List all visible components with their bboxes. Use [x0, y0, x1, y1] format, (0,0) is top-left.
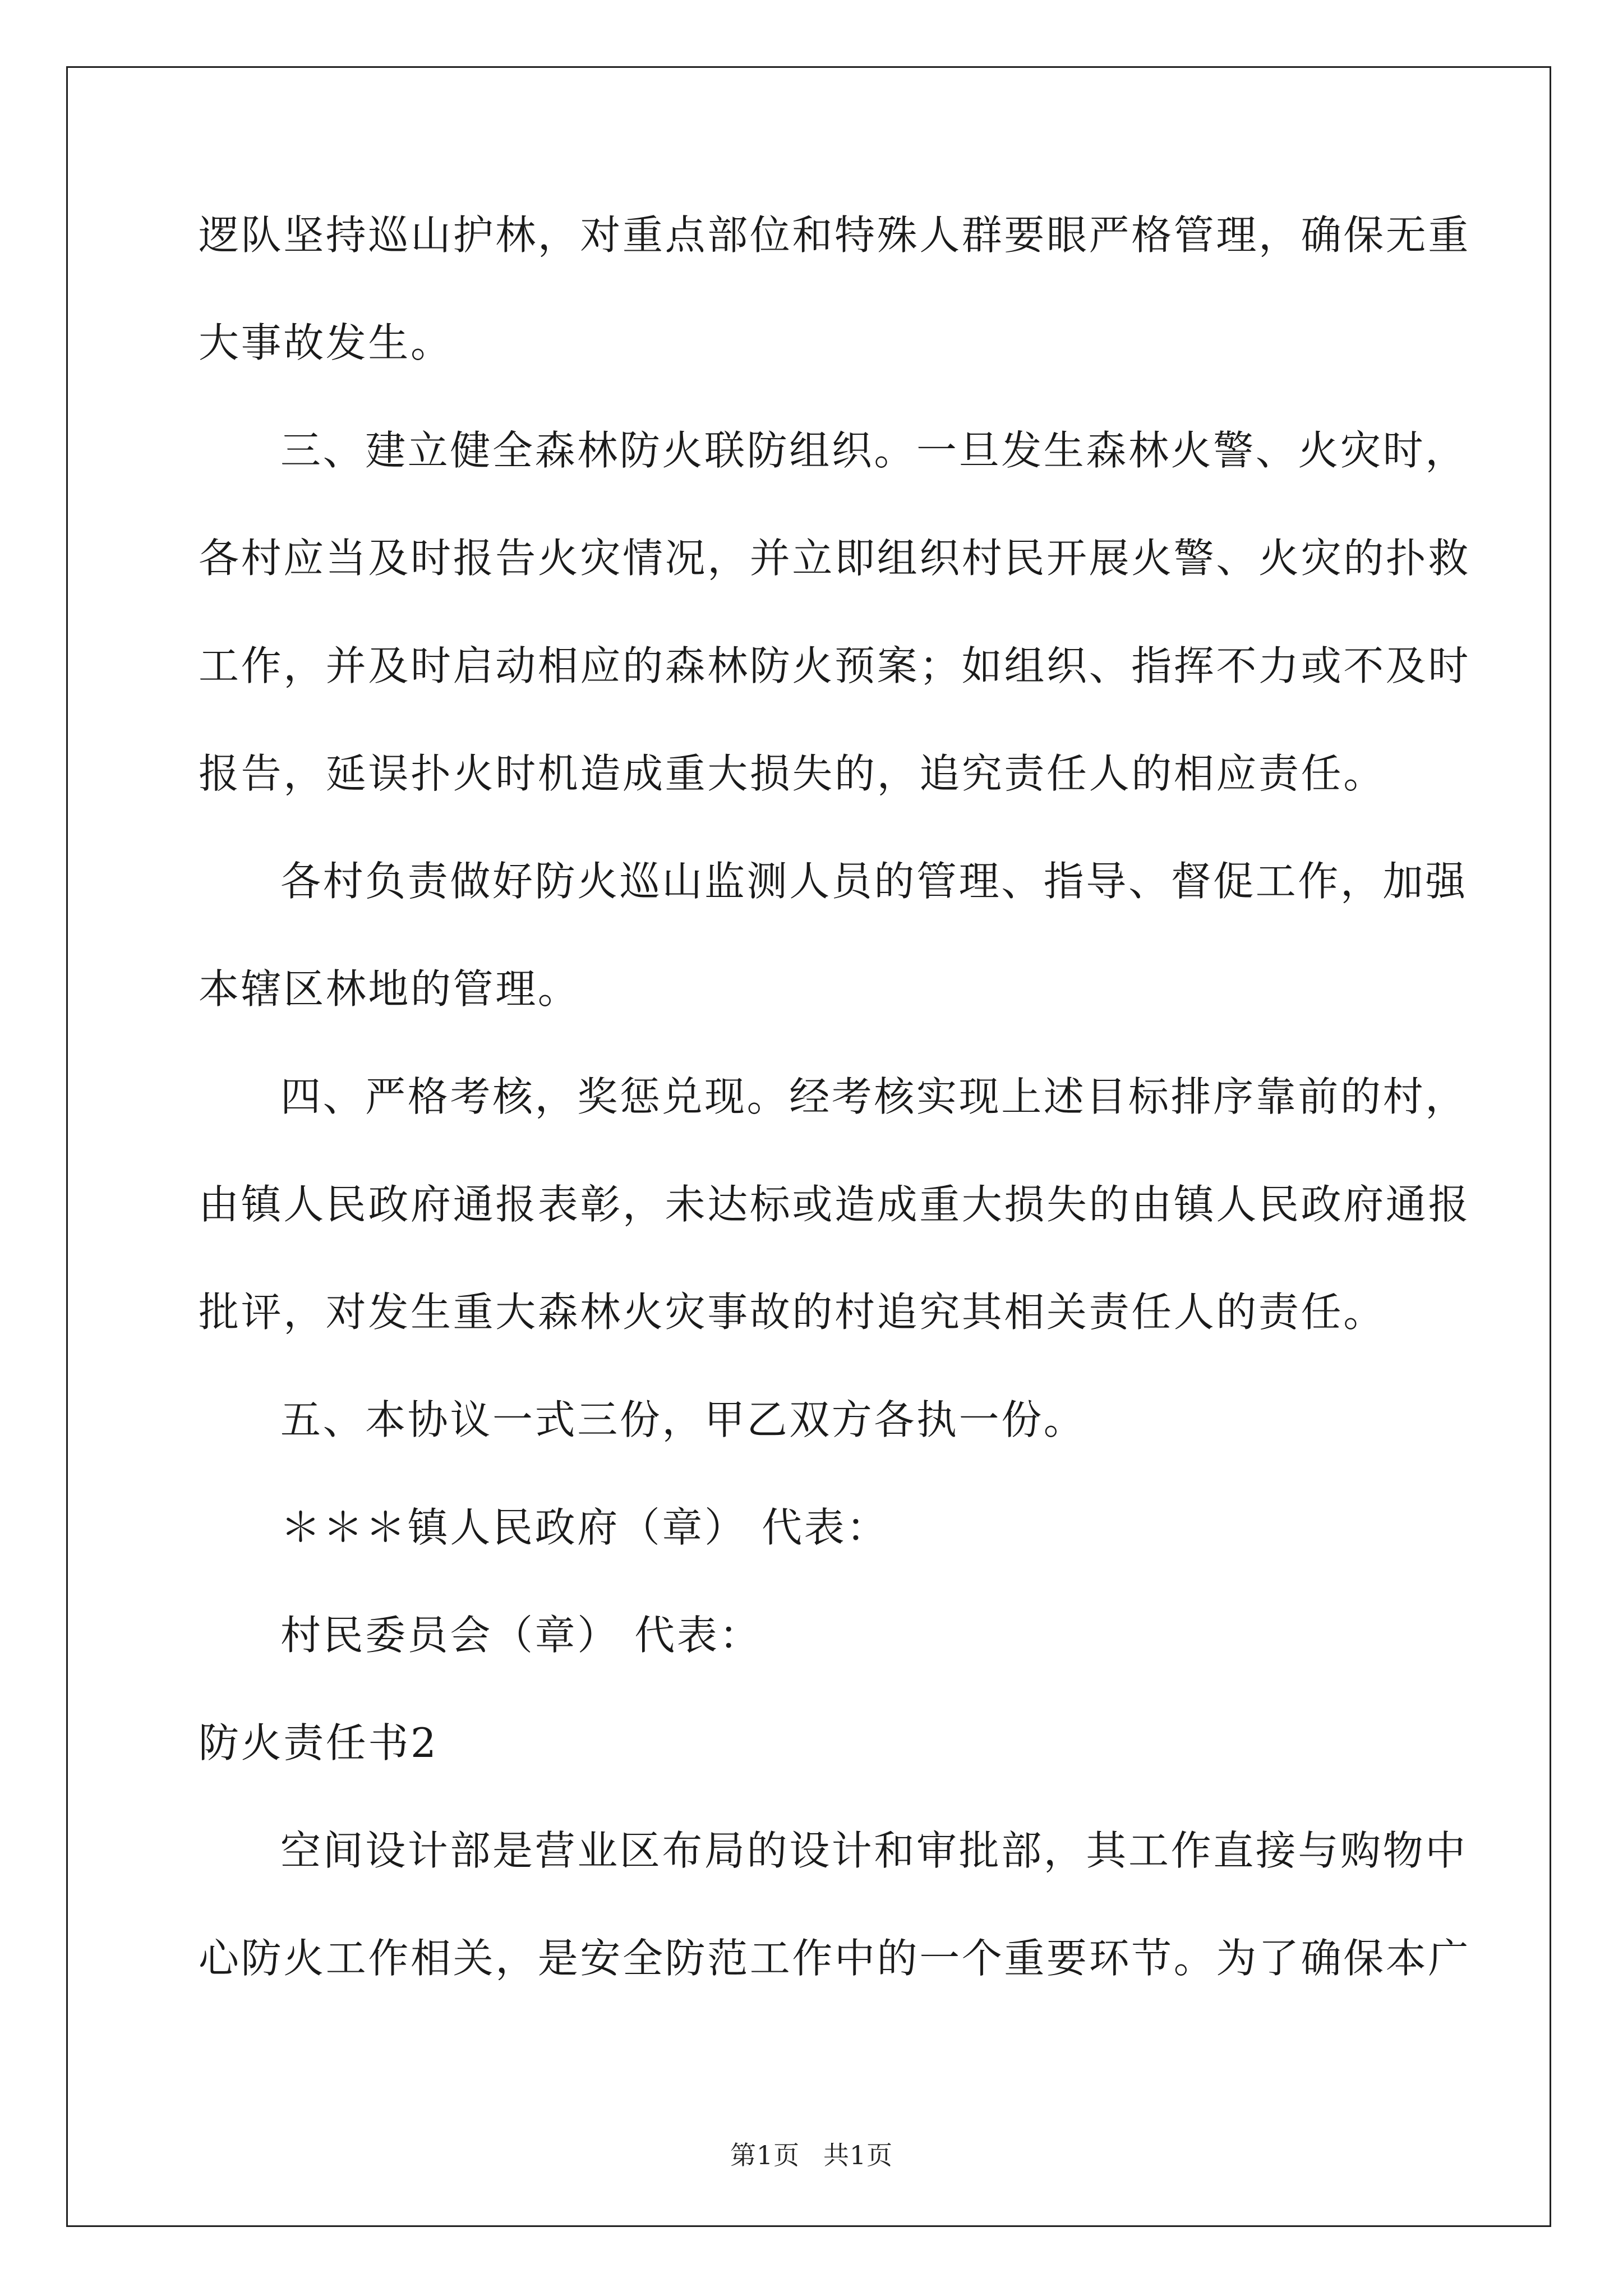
text-line: 报告，延误扑火时机造成重大损失的，追究责任人的相应责任。: [199, 750, 1386, 797]
page-footer: [0, 2135, 1623, 2172]
page-number: 第1页: [730, 2140, 800, 2170]
text-line: 五、本协议一式三份，甲乙双方各执一份。: [280, 1396, 1086, 1443]
text-line: 心防火工作相关，是安全防范工作中的一个重要环节。为了确保本广: [199, 1935, 1471, 1982]
text-line: 各村负责做好防火巡山监测人员的管理、指导、督促工作，加强: [280, 858, 1468, 905]
text-line: 三、建立健全森林防火联防组织。一旦发生森林火警、火灾时，: [280, 427, 1468, 474]
text-line: 由镇人民政府通报表彰，未达标或造成重大损失的由镇人民政府通报: [199, 1181, 1471, 1228]
section-heading: 防火责任书2: [199, 1719, 439, 1766]
text-line: 逻队坚持巡山护林，对重点部位和特殊人群要眼严格管理，确保无重: [199, 211, 1471, 259]
text-line: 四、严格考核，奖惩兑现。经考核实现上述目标排序靠前的村，: [280, 1073, 1468, 1120]
text-line: 空间设计部是营业区布局的设计和审批部，其工作直接与购物中: [280, 1827, 1468, 1874]
page-total: 共1页: [823, 2140, 893, 2170]
text-line: 批评，对发生重大森林火灾事故的村追究其相关责任人的责任。: [199, 1289, 1386, 1336]
text-line: 各村应当及时报告火灾情况，并立即组织村民开展火警、火灾的扑救: [199, 535, 1471, 582]
text-line: 大事故发生。: [199, 319, 453, 366]
signature-line-village: 村民委员会（章） 代表：: [280, 1612, 762, 1659]
page-border: [66, 66, 1551, 2227]
signature-line-town: ＊＊＊镇人民政府（章） 代表：: [280, 1504, 889, 1551]
text-line: 本辖区林地的管理。: [199, 965, 580, 1013]
text-line: 工作，并及时启动相应的森林防火预案；如组织、指挥不力或不及时: [199, 642, 1471, 689]
